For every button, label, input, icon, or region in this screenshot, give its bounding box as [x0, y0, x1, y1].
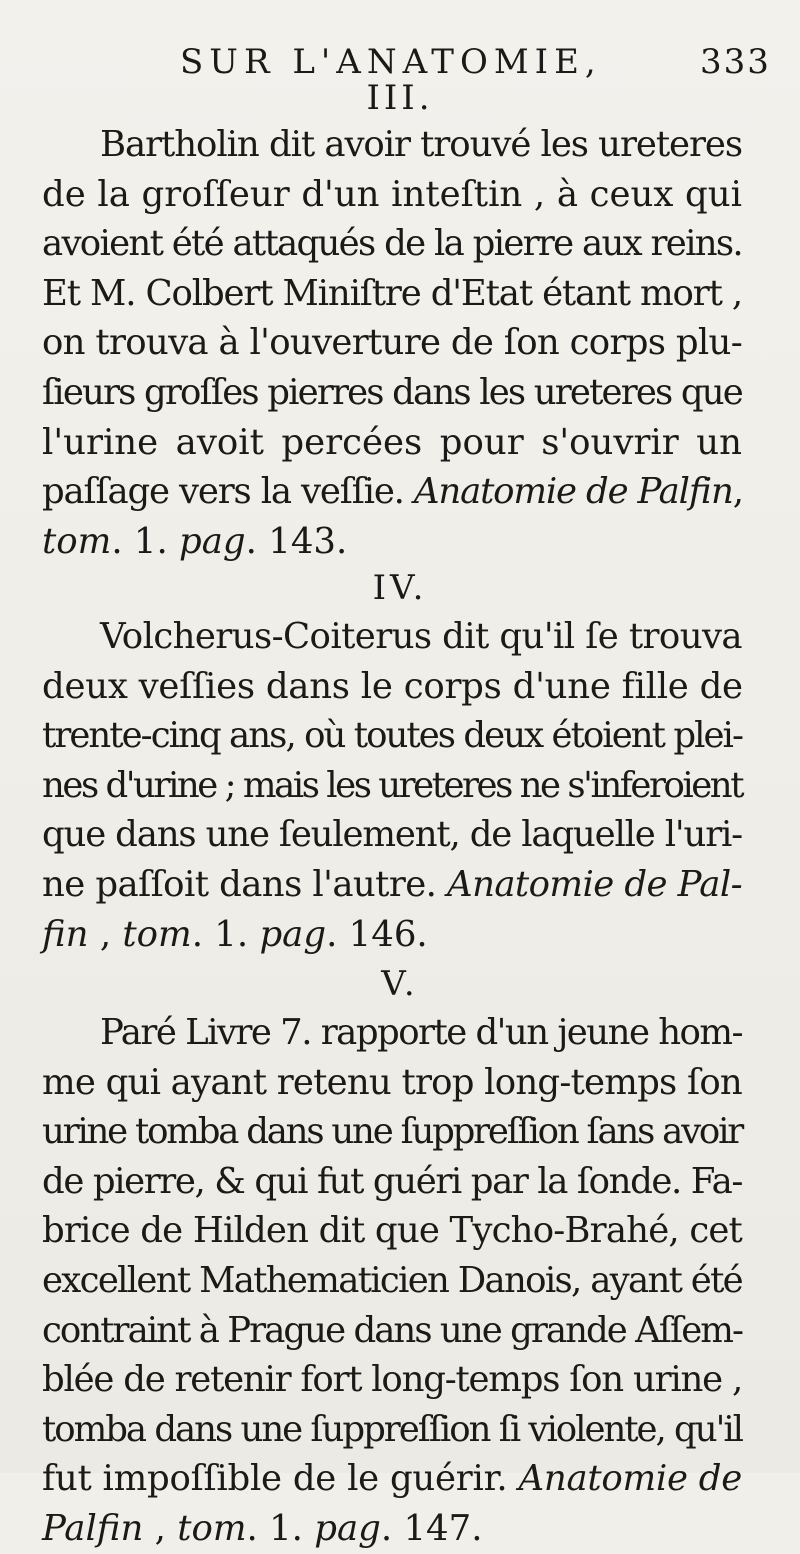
- text-line: [42, 1256, 742, 1306]
- text-line: [42, 219, 742, 269]
- text-line: [42, 860, 742, 910]
- text-line: [42, 1107, 742, 1157]
- body-text: paſſage vers la veſſie.: [42, 471, 414, 513]
- body-text: ,: [732, 471, 743, 513]
- body-text: . 147.: [380, 1507, 483, 1549]
- body-text: on trouva à l'ouverture de ſon corps plu-: [42, 322, 742, 364]
- text-line: [42, 517, 742, 567]
- body-text: . 146.: [326, 913, 428, 955]
- citation-text: tom: [177, 1507, 247, 1549]
- body-text: deux veſſies dans le corps d'une fille de: [42, 665, 743, 707]
- body-text: nes d'urine ; mais les ureteres ne s'inferoient: [42, 764, 742, 806]
- body-text: . 143.: [245, 520, 348, 562]
- section-paragraph: [42, 120, 742, 566]
- text-line: [42, 761, 742, 811]
- text-line: [42, 120, 742, 170]
- citation-text: pag: [259, 913, 327, 955]
- text-line: [42, 810, 742, 860]
- text-line: [42, 170, 742, 220]
- section-paragraph: [42, 612, 742, 959]
- citation-text: pag: [179, 520, 246, 562]
- body-text: de la groſſeur d'un inteſtin , à ceux qui: [42, 173, 742, 215]
- citation-text: Anatomie de: [518, 1458, 742, 1500]
- text-line: [42, 467, 742, 517]
- body-text: . 1.: [111, 520, 180, 562]
- text-line: [42, 1504, 742, 1554]
- body-text: ne paſſoit dans l'autre.: [42, 863, 448, 905]
- citation-text: Anatomie de Palfin: [413, 471, 733, 513]
- text-line: [42, 1306, 742, 1356]
- body-text: ,: [88, 913, 123, 955]
- text-line: [42, 910, 742, 960]
- body-text: Bartholin dit avoir trouvé les ureteres: [100, 124, 742, 165]
- running-title: SUR L'ANATOMIE,: [180, 42, 602, 82]
- body-text: . 1.: [246, 1507, 315, 1549]
- body-text: trente-cinq ans, où toutes deux étoient plei-: [42, 715, 742, 757]
- text-line: [42, 269, 742, 319]
- body-text: Paré Livre 7. rapporte d'un jeune hom-: [100, 1012, 742, 1053]
- body-text: l'urine avoit percées pour s'ouvrir un: [42, 421, 742, 463]
- body-text: Et M. Colbert Miniſtre d'Etat étant mort ,: [42, 272, 742, 314]
- body-text: Volcherus-Coiterus dit qu'il ſe trouva: [100, 616, 742, 657]
- text-line: [42, 1355, 742, 1405]
- text-line: [42, 1008, 742, 1058]
- text-line: [42, 418, 742, 468]
- text-line: [42, 1157, 742, 1207]
- page-number: 333: [700, 42, 771, 82]
- text-line: [42, 1058, 742, 1108]
- body-text: ſieurs groſſes pierres dans les ureteres que: [42, 371, 742, 413]
- citation-text: tom: [42, 520, 112, 562]
- body-text: brice de Hilden dit que Tycho-Brahé, cet: [42, 1210, 742, 1252]
- citation-text: Palfin: [42, 1507, 144, 1549]
- text-line: [42, 662, 742, 712]
- body-text: de pierre, & qui fut guéri par la ſonde. Fa-: [42, 1160, 742, 1202]
- body-text: me qui ayant retenu trop long-temps ſon: [42, 1061, 742, 1103]
- section-numeral: V.: [381, 964, 419, 1004]
- text-line: [42, 318, 742, 368]
- section-paragraph: [42, 1008, 742, 1554]
- citation-text: fin: [42, 913, 89, 955]
- citation-text: tom: [122, 913, 192, 955]
- citation-text: pag: [314, 1507, 381, 1549]
- body-text: urine tomba dans une ſuppreſſion ſans avoir: [42, 1111, 742, 1153]
- body-text: excellent Mathematicien Danois, ayant été: [42, 1259, 742, 1301]
- citation-text: Anatomie de Pal-: [447, 863, 743, 905]
- section-numeral: IV.: [372, 568, 428, 608]
- text-line: [42, 1206, 742, 1256]
- body-text: . 1.: [191, 913, 260, 955]
- text-line: [42, 711, 742, 761]
- text-line: [42, 1454, 742, 1504]
- body-text: avoient été attaqués de la pierre aux reins.: [42, 223, 742, 265]
- text-line: [42, 612, 742, 662]
- text-line: [42, 368, 742, 418]
- text-line: [42, 1405, 742, 1455]
- body-text: que dans une ſeulement, de laquelle l'uri-: [42, 814, 742, 856]
- body-text: blée de retenir fort long-temps ſon urine ,: [42, 1359, 742, 1401]
- body-text: tomba dans une ſuppreſſion ſi violente, qu'il: [42, 1408, 742, 1450]
- body-text: fut impoſſible de le guérir.: [42, 1458, 519, 1500]
- body-text: contraint à Prague dans une grande Aſſem-: [42, 1309, 742, 1351]
- body-text: ,: [143, 1507, 178, 1549]
- section-numeral: III.: [366, 78, 434, 118]
